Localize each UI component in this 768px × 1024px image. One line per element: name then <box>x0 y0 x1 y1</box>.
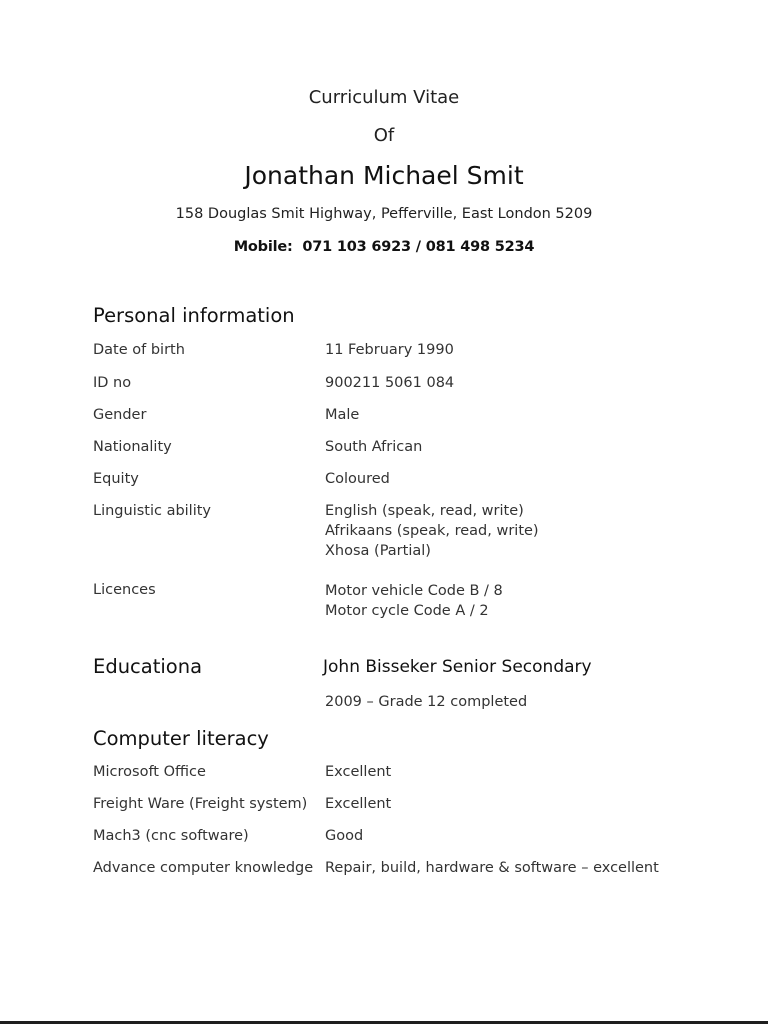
mobile-numbers: 071 103 6923 / 081 498 5234 <box>302 239 535 255</box>
document-title: Curriculum Vitae <box>308 87 460 108</box>
value-advance-computer-knowledge: Repair, build, hardware & software – excellent <box>325 860 659 876</box>
mobile-label: Mobile: <box>233 239 293 255</box>
value-linguistic-ability <box>325 501 539 561</box>
candidate-address: 158 Douglas Smit Highway, Pefferville, East London 5209 <box>175 206 593 222</box>
value-freight-ware: Excellent <box>325 796 392 812</box>
label-nationality: Nationality <box>93 439 172 455</box>
label-licences: Licences <box>93 582 156 598</box>
licence-motor-vehicle: Motor vehicle Code B / 8 <box>325 583 503 599</box>
label-mach3: Mach3 (cnc software) <box>93 828 249 844</box>
value-mach3: Good <box>325 828 364 844</box>
value-id-no: 900211 5061 084 <box>325 375 455 391</box>
language-afrikaans: Afrikaans (speak, read, write) <box>325 523 539 539</box>
education-heading: Educationa <box>93 655 203 678</box>
value-equity: Coloured <box>325 471 390 487</box>
document-subtitle-of: Of <box>373 125 395 146</box>
label-linguistic-ability: Linguistic ability <box>93 503 212 519</box>
education-detail: 2009 – Grade 12 completed <box>325 694 528 710</box>
value-date-of-birth: 11 February 1990 <box>325 342 454 358</box>
label-freight-ware: Freight Ware (Freight system) <box>93 796 308 812</box>
value-microsoft-office: Excellent <box>325 764 392 780</box>
label-microsoft-office: Microsoft Office <box>93 764 206 780</box>
value-nationality: South African <box>325 439 423 455</box>
value-licences <box>325 581 503 621</box>
computer-literacy-heading: Computer literacy <box>93 727 269 750</box>
value-gender: Male <box>325 407 360 423</box>
label-advance-computer-knowledge: Advance computer knowledge <box>93 860 314 876</box>
education-school: John Bisseker Senior Secondary <box>323 657 592 677</box>
candidate-name: Jonathan Michael Smit <box>244 161 524 190</box>
language-xhosa: Xhosa (Partial) <box>325 543 431 559</box>
licence-motor-cycle: Motor cycle Code A / 2 <box>325 603 489 619</box>
personal-information-heading: Personal information <box>93 304 295 327</box>
language-english: English (speak, read, write) <box>325 503 524 519</box>
label-id-no: ID no <box>93 375 132 391</box>
label-gender: Gender <box>93 407 147 423</box>
candidate-mobile <box>0 239 768 255</box>
label-equity: Equity <box>93 471 139 487</box>
label-date-of-birth: Date of birth <box>93 342 185 358</box>
